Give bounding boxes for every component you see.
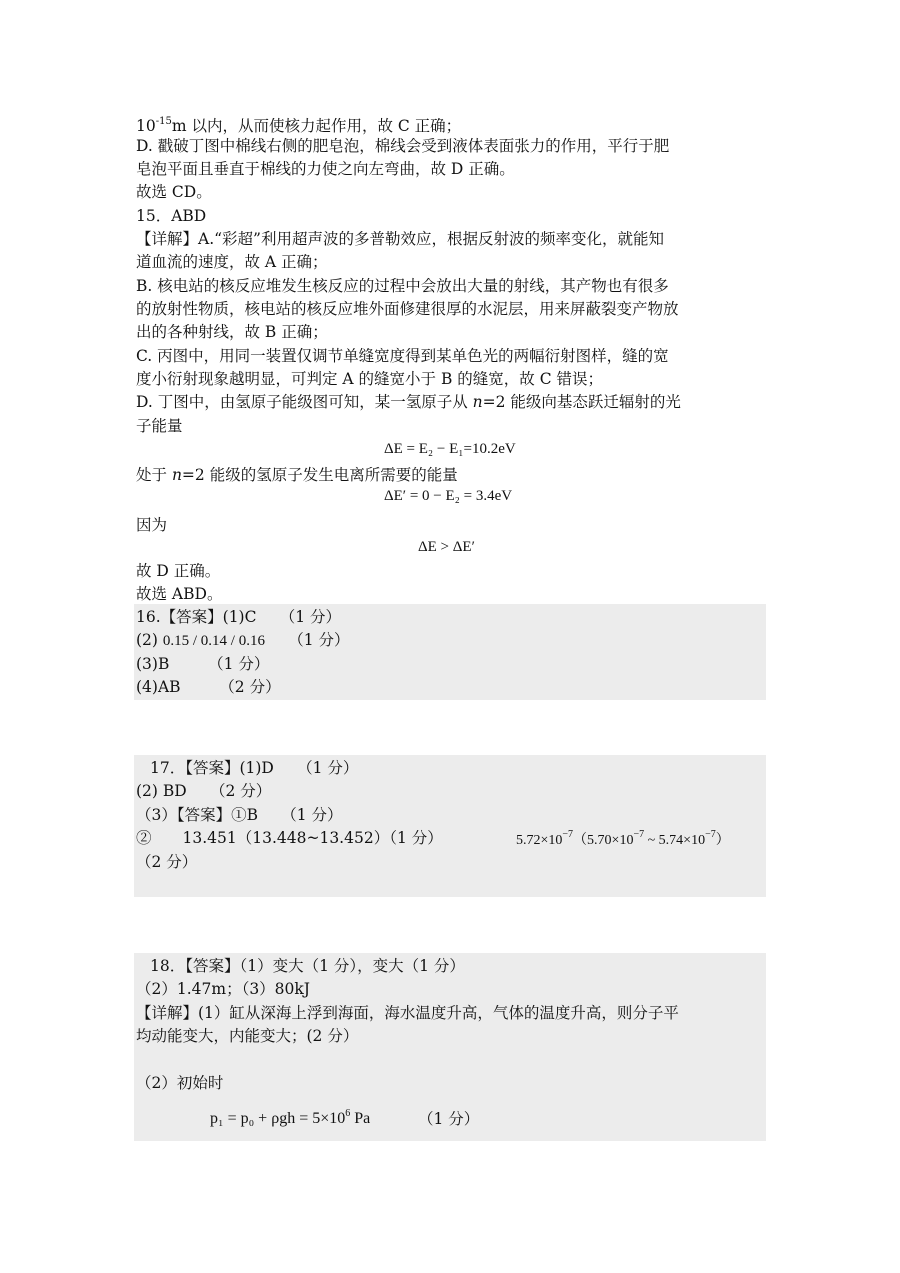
- q15-d-1-n: n: [472, 393, 483, 411]
- q15-c-1: C. 丙图中，用同一装置仅调节单缝宽度得到某单色光的两幅衍射图样，缝的宽: [136, 347, 669, 365]
- q14-exponent: -15: [155, 116, 172, 127]
- q16-line-4: (4)AB （2 分）: [136, 678, 281, 696]
- q17-range-low: （5.70×10: [573, 833, 634, 848]
- q16-line-3: (3)B （1 分）: [136, 655, 270, 673]
- q15-d-3-n: n: [171, 466, 182, 484]
- q14-line-1: $10^{-15}m$ 以内，从而使核力起作用，故 C 正确；: [136, 116, 462, 135]
- q18-line-5: （2）初始时: [136, 1074, 224, 1092]
- q17-range-high-exp: −7: [705, 829, 716, 840]
- q16-line-2-values: 0.15 / 0.14 / 0.16: [162, 633, 265, 649]
- q14-line-2: D. 戳破丁图中棉线右侧的肥皂泡，棉线会受到液体表面张力的作用，平行于肥: [136, 137, 670, 155]
- q15-d-5: 故 D 正确。: [136, 562, 221, 580]
- q15-equation-2: ΔE′ = 0 − E₂ = 3.4eV: [384, 488, 513, 504]
- q15-d-2: 子能量: [136, 417, 183, 435]
- q18-equation: [210, 1108, 370, 1128]
- q17-line-5: （2 分）: [136, 853, 198, 871]
- q15-equation-1: ΔE = E₂ − E₁=10.2eV: [384, 441, 516, 457]
- q15-answer: 15．ABD: [136, 207, 207, 225]
- q18-equation-unit: Pa: [350, 1110, 371, 1127]
- q15-b-2: 的放射性物质，核电站的核反应堆外面修建很厚的水泥层，用来屏蔽裂变产物放: [136, 300, 679, 318]
- q15-equation-3: ΔE > ΔE′: [418, 539, 475, 555]
- q18-line-2: （2）1.47m；（3）80kJ: [136, 980, 311, 998]
- q15-d-4: 因为: [136, 516, 168, 534]
- q16-line-2-score: （1 分）: [264, 631, 350, 649]
- q18-line-4: 均动能变大，内能变大；(2 分）: [136, 1027, 359, 1045]
- q18-line-1: 18．【答案】（1）变大（1 分），变大（1 分）: [150, 957, 465, 975]
- q15-d-1: [136, 391, 681, 413]
- q17-line-3: （3）【答案】①B （1 分）: [136, 806, 343, 824]
- q18-equation-exp: 6: [345, 1108, 351, 1119]
- q15-d-6: 故选 ABD。: [136, 585, 223, 603]
- q16-line-1: 16.【答案】(1)C （1 分）: [136, 608, 342, 626]
- q17-wavelength-exp: −7: [562, 829, 574, 840]
- q17-line-4: ② 13.451（13.448~13.452）（1 分）: [136, 829, 443, 847]
- q16-line-2-label: (2): [136, 631, 163, 649]
- q17-range-close: ）: [715, 833, 730, 848]
- q15-d-3: [136, 464, 458, 486]
- q15-d-3-pre: 处于: [136, 466, 172, 484]
- q15-d-1-pre: D. 丁图中，由氢原子能级图可知，某一氢原子从: [136, 393, 473, 411]
- q14-line-1-text: m 以内，从而使核力起作用，故 C 正确；: [171, 117, 462, 135]
- q17-line-2: (2) BD （2 分）: [136, 782, 272, 800]
- q17-wavelength: [516, 829, 730, 849]
- q18-equation-body: p₁ = p₀ + ρgh = 5×10: [210, 1110, 346, 1127]
- q15-c-2: 度小衍射现象越明显，可判定 A 的缝宽小于 B 的缝宽，故 C 错误；: [136, 370, 604, 388]
- q17-wavelength-value: 5.72×10: [516, 833, 563, 848]
- q15-d-1-post: =2 能级向基态跃迁辐射的光: [482, 393, 681, 411]
- q14-line-3: 皂泡平面且垂直于棉线的力使之向左弯曲，故 D 正确。: [136, 160, 515, 178]
- q17-range-high: ~ 5.74×10: [644, 833, 706, 848]
- q17-range-low-exp: −7: [633, 829, 645, 840]
- q15-b-3: 出的各种射线，故 B 正确；: [136, 323, 328, 341]
- q18-line-3: 【详解】(1）缸从深海上浮到海面，海水温度升高，气体的温度升高，则分子平: [136, 1004, 679, 1022]
- q17-line-1: 17．【答案】(1)D （1 分）: [150, 759, 359, 777]
- q15-a-1: 【详解】A.“彩超”利用超声波的多普勒效应，根据反射波的频率变化，就能知: [136, 230, 664, 248]
- q15-a-2: 道血流的速度，故 A 正确；: [136, 253, 328, 271]
- q15-d-3-post: =2 能级的氢原子发生电离所需要的能量: [181, 466, 458, 484]
- q14-line-4: 故选 CD。: [136, 183, 212, 201]
- q16-line-2: [136, 629, 350, 652]
- q18-equation-score: （1 分）: [418, 1110, 480, 1128]
- q15-b-1: B. 核电站的核反应堆发生核反应的过程中会放出大量的射线，其产物也有很多: [136, 277, 669, 295]
